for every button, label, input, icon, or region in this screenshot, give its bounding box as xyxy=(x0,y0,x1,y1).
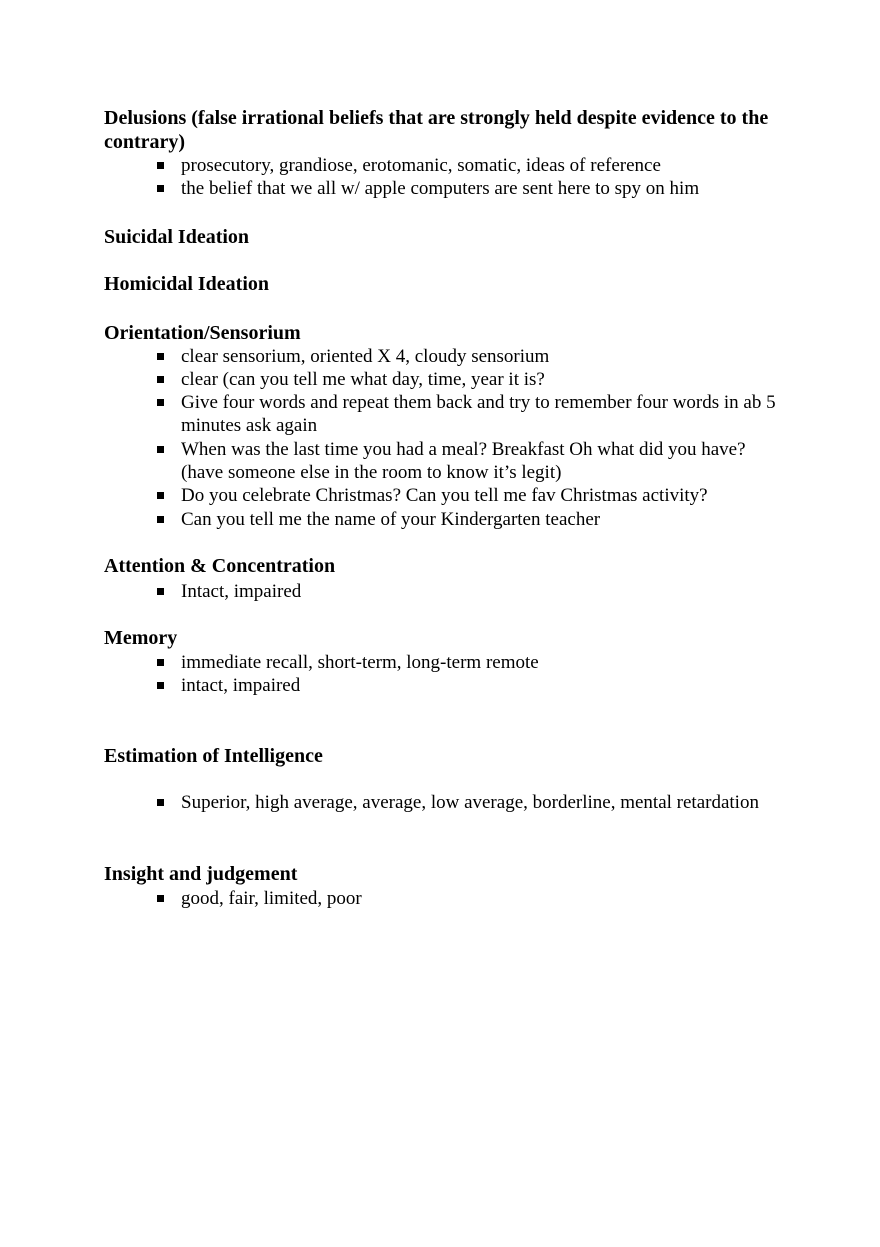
list-item: Give four words and repeat them back and try to remember four words in ab 5 minutes ask again xyxy=(157,391,777,437)
list-item: good, fair, limited, poor xyxy=(157,887,777,910)
square-bullet-icon xyxy=(157,353,164,360)
list-item: intact, impaired xyxy=(157,674,777,697)
list-item: prosecutory, grandiose, erotomanic, somatic, ideas of reference xyxy=(157,154,777,177)
list-item: the belief that we all w/ apple computers are sent here to spy on him xyxy=(157,177,777,200)
section-heading-estimation-of-intelligence: Estimation of Intelligence xyxy=(104,745,323,767)
list-item: Can you tell me the name of your Kindergarten teacher xyxy=(157,508,777,531)
section-heading-memory: Memory xyxy=(104,627,178,649)
square-bullet-icon xyxy=(157,185,164,192)
square-bullet-icon xyxy=(157,516,164,523)
square-bullet-icon xyxy=(157,446,164,453)
section-heading-suicidal-ideation: Suicidal Ideation xyxy=(104,226,250,248)
list-item: immediate recall, short-term, long-term remote xyxy=(157,651,777,674)
section-heading-homicidal-ideation: Homicidal Ideation xyxy=(104,273,270,295)
list-item: clear sensorium, oriented X 4, cloudy sensorium xyxy=(157,345,777,368)
square-bullet-icon xyxy=(157,895,164,902)
list-item: Superior, high average, average, low average, borderline, mental retardation xyxy=(157,791,777,814)
square-bullet-icon xyxy=(157,492,164,499)
square-bullet-icon xyxy=(157,376,164,383)
square-bullet-icon xyxy=(157,659,164,666)
list-item: Intact, impaired xyxy=(157,580,777,603)
section-heading-insight-and-judgement: Insight and judgement xyxy=(104,863,298,885)
section-heading-delusions: Delusions (false irrational beliefs that are strongly held despite evidence to the contrary) xyxy=(104,107,769,153)
square-bullet-icon xyxy=(157,799,164,806)
list-item: When was the last time you had a meal? Breakfast Oh what did you have? (have someone else in the room to know it’s legit) xyxy=(157,438,777,484)
section-heading-attention-concentration: Attention & Concentration xyxy=(104,555,336,577)
list-item: clear (can you tell me what day, time, year it is? xyxy=(157,368,777,391)
square-bullet-icon xyxy=(157,162,164,169)
square-bullet-icon xyxy=(157,588,164,595)
square-bullet-icon xyxy=(157,682,164,689)
list-item: Do you celebrate Christmas? Can you tell me fav Christmas activity? xyxy=(157,484,777,507)
section-heading-orientation-sensorium: Orientation/Sensorium xyxy=(104,322,301,344)
square-bullet-icon xyxy=(157,399,164,406)
